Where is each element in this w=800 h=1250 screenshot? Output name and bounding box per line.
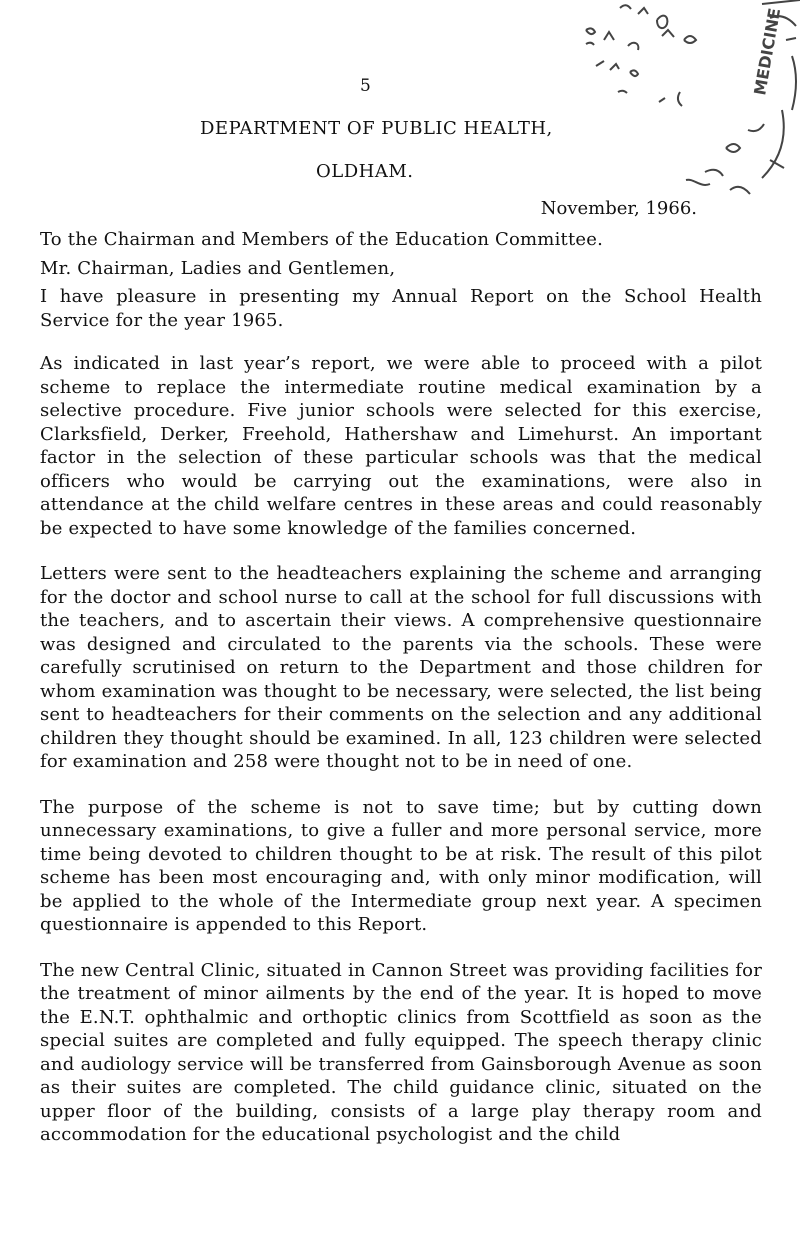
town-heading: OLDHAM. [316,161,414,182]
paragraph-2: As indicated in last year’s report, we were able to proceed with a pilot scheme to replace the intermediate routine medical examination by a selective procedure. Five junior schools were selected for this exercise, Clarksfield, Derker, Freehold, Hathershaw and Limehurst. An important factor in the selection of these particular schools was that the medical officers who would be carrying out the examinations, were also in attendance at the child welfare centres in these areas and could reasonably be expected to have some knowledge of the families concerned. [40,353,762,539]
stamp-text: MEDICINE [750,6,785,97]
department-heading: DEPARTMENT OF PUBLIC HEALTH, [200,118,553,139]
paragraph-4: The purpose of the scheme is not to save time; but by cutting down unnecessary examinations, to give a fuller and more personal service, more time being devoted to children thought to be at risk. The result of this pilot scheme has been most encouraging and, with only minor modification, will be applied to the whole of the Intermediate group next year. A specimen questionnaire is appended to this Report. [40,796,762,935]
addressee: To the Chairman and Members of the Education Committee. [40,229,604,250]
letter-body [40,228,762,1169]
paragraph-5: The new Central Clinic, situated in Cannon Street was providing facilities for the treatment of minor ailments by the end of the year. It is hoped to move the E.N.T. ophthalmic and orthoptic clinics from Scottfield as soon as the special suites are completed and fully equipped. The speech therapy clinic and audiology service will be transferred from Gainsborough Avenue as soon as their suites are completed. The child guidance clinic, situated on the upper floor of the building, consists of a large play therapy room and accommodation for the educational psychologist and the child [40,959,762,1145]
report-date: November, 1966. [540,198,697,219]
paragraph-3: Letters were sent to the headteachers explaining the scheme and arranging for the doctor and school nurse to call at the school for full discussions with the teachers, and to ascertain their views. A comprehensive questionnaire was designed and circulated to the parents via the schools. These were carefully scrutinised on return to the Department and those children for whom examination was thought to be necessary, were selected, the list being sent to headteachers for their comments on the selection and any additional children they thought should be examined. In all, 123 children were selected for examination and 258 were thought not to be in need of one. [40,563,762,772]
salutation: Mr. Chairman, Ladies and Gentlemen, [40,257,396,279]
library-stamp-icon [500,0,800,205]
page-number: 5 [360,76,371,96]
paragraph-1: I have pleasure in presenting my Annual Report on the School Health Service for the year 1965. [40,286,762,331]
